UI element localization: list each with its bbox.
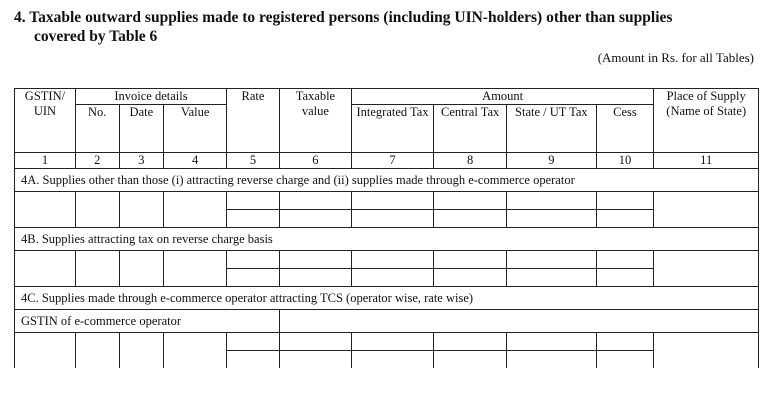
header-integrated-tax: Integrated Tax	[351, 105, 433, 153]
column-number: 2	[75, 153, 119, 169]
table-heading	[14, 8, 744, 46]
cell-taxable-value[interactable]	[279, 192, 351, 210]
cell-place-of-supply[interactable]	[654, 333, 759, 369]
cell-state-ut-tax[interactable]	[507, 333, 596, 351]
cell-integrated-tax[interactable]	[351, 269, 433, 287]
column-number: 8	[434, 153, 507, 169]
cell-taxable-value[interactable]	[279, 210, 351, 228]
cell-state-ut-tax[interactable]	[507, 251, 596, 269]
cell-invoice-date[interactable]	[119, 192, 164, 228]
header-row-2	[15, 105, 759, 153]
header-place-of-supply: Place of Supply (Name of State)	[654, 89, 759, 153]
section-4b-label: 4B. Supplies attracting tax on reverse charge basis	[15, 228, 759, 251]
column-number: 4	[164, 153, 227, 169]
cell-central-tax[interactable]	[434, 269, 507, 287]
column-number-row	[15, 153, 759, 169]
gstin-ecommerce-row	[15, 310, 759, 333]
section-4a-label: 4A. Supplies other than those (i) attracting reverse charge and (ii) supplies made through e-commerce operator	[15, 169, 759, 192]
cell-state-ut-tax[interactable]	[507, 192, 596, 210]
cell-invoice-date[interactable]	[119, 251, 164, 287]
header-invoice-details: Invoice details	[75, 89, 226, 105]
amount-note: (Amount in Rs. for all Tables)	[597, 50, 754, 65]
cell-gstin[interactable]	[15, 192, 76, 228]
cell-rate[interactable]	[227, 333, 280, 351]
header-cess: Cess	[596, 105, 654, 153]
table-row	[15, 192, 759, 210]
cell-place-of-supply[interactable]	[654, 251, 759, 287]
cell-central-tax[interactable]	[434, 251, 507, 269]
header-no: No.	[75, 105, 119, 153]
header-taxable-value: Taxable value	[279, 89, 351, 153]
section-4a-row	[15, 169, 759, 192]
cell-taxable-value[interactable]	[279, 351, 351, 369]
column-number: 7	[351, 153, 433, 169]
table-row	[15, 333, 759, 351]
cell-integrated-tax[interactable]	[351, 251, 433, 269]
cell-invoice-value[interactable]	[164, 192, 227, 228]
cell-central-tax[interactable]	[434, 192, 507, 210]
table-row	[15, 251, 759, 269]
cell-cess[interactable]	[596, 333, 654, 351]
gstin-ecommerce-value[interactable]	[279, 310, 758, 333]
column-number: 11	[654, 153, 759, 169]
cell-rate[interactable]	[227, 351, 280, 369]
header-value: Value	[164, 105, 227, 153]
header-state-ut-tax: State / UT Tax	[507, 105, 596, 153]
header-central-tax: Central Tax	[434, 105, 507, 153]
cell-state-ut-tax[interactable]	[507, 351, 596, 369]
gstin-ecommerce-label: GSTIN of e-commerce operator	[15, 310, 280, 333]
cell-central-tax[interactable]	[434, 351, 507, 369]
cell-integrated-tax[interactable]	[351, 210, 433, 228]
cell-rate[interactable]	[227, 251, 280, 269]
cell-state-ut-tax[interactable]	[507, 269, 596, 287]
header-date: Date	[119, 105, 164, 153]
cell-gstin[interactable]	[15, 251, 76, 287]
header-amount: Amount	[351, 89, 653, 105]
cell-rate[interactable]	[227, 192, 280, 210]
cell-rate[interactable]	[227, 269, 280, 287]
cell-central-tax[interactable]	[434, 333, 507, 351]
section-4c-row	[15, 287, 759, 310]
column-number: 6	[279, 153, 351, 169]
cell-central-tax[interactable]	[434, 210, 507, 228]
cell-taxable-value[interactable]	[279, 333, 351, 351]
column-number: 9	[507, 153, 596, 169]
cell-integrated-tax[interactable]	[351, 351, 433, 369]
cell-taxable-value[interactable]	[279, 269, 351, 287]
cell-cess[interactable]	[596, 251, 654, 269]
section-4b-row	[15, 228, 759, 251]
heading-line-1: 4. Taxable outward supplies made to registered persons (including UIN-holders) other than supplies	[14, 9, 673, 26]
cell-cess[interactable]	[596, 210, 654, 228]
cell-invoice-no[interactable]	[75, 251, 119, 287]
cell-taxable-value[interactable]	[279, 251, 351, 269]
column-number: 10	[596, 153, 654, 169]
header-rate: Rate	[227, 89, 280, 153]
cell-cess[interactable]	[596, 269, 654, 287]
header-gstin-uin: GSTIN/ UIN	[15, 89, 76, 153]
column-number: 5	[227, 153, 280, 169]
cell-integrated-tax[interactable]	[351, 333, 433, 351]
cell-rate[interactable]	[227, 210, 280, 228]
section-4c-label: 4C. Supplies made through e-commerce operator attracting TCS (operator wise, rate wise)	[15, 287, 759, 310]
column-number: 1	[15, 153, 76, 169]
heading-line-2: covered by Table 6	[34, 28, 158, 45]
cell-invoice-date[interactable]	[119, 333, 164, 369]
cell-state-ut-tax[interactable]	[507, 210, 596, 228]
cell-invoice-value[interactable]	[164, 251, 227, 287]
cell-cess[interactable]	[596, 192, 654, 210]
gst-table-4	[14, 88, 759, 368]
header-row-1	[15, 89, 759, 105]
cell-invoice-no[interactable]	[75, 192, 119, 228]
cell-invoice-value[interactable]	[164, 333, 227, 369]
cell-gstin[interactable]	[15, 333, 76, 369]
cell-place-of-supply[interactable]	[654, 192, 759, 228]
cell-cess[interactable]	[596, 351, 654, 369]
cell-invoice-no[interactable]	[75, 333, 119, 369]
column-number: 3	[119, 153, 164, 169]
cell-integrated-tax[interactable]	[351, 192, 433, 210]
